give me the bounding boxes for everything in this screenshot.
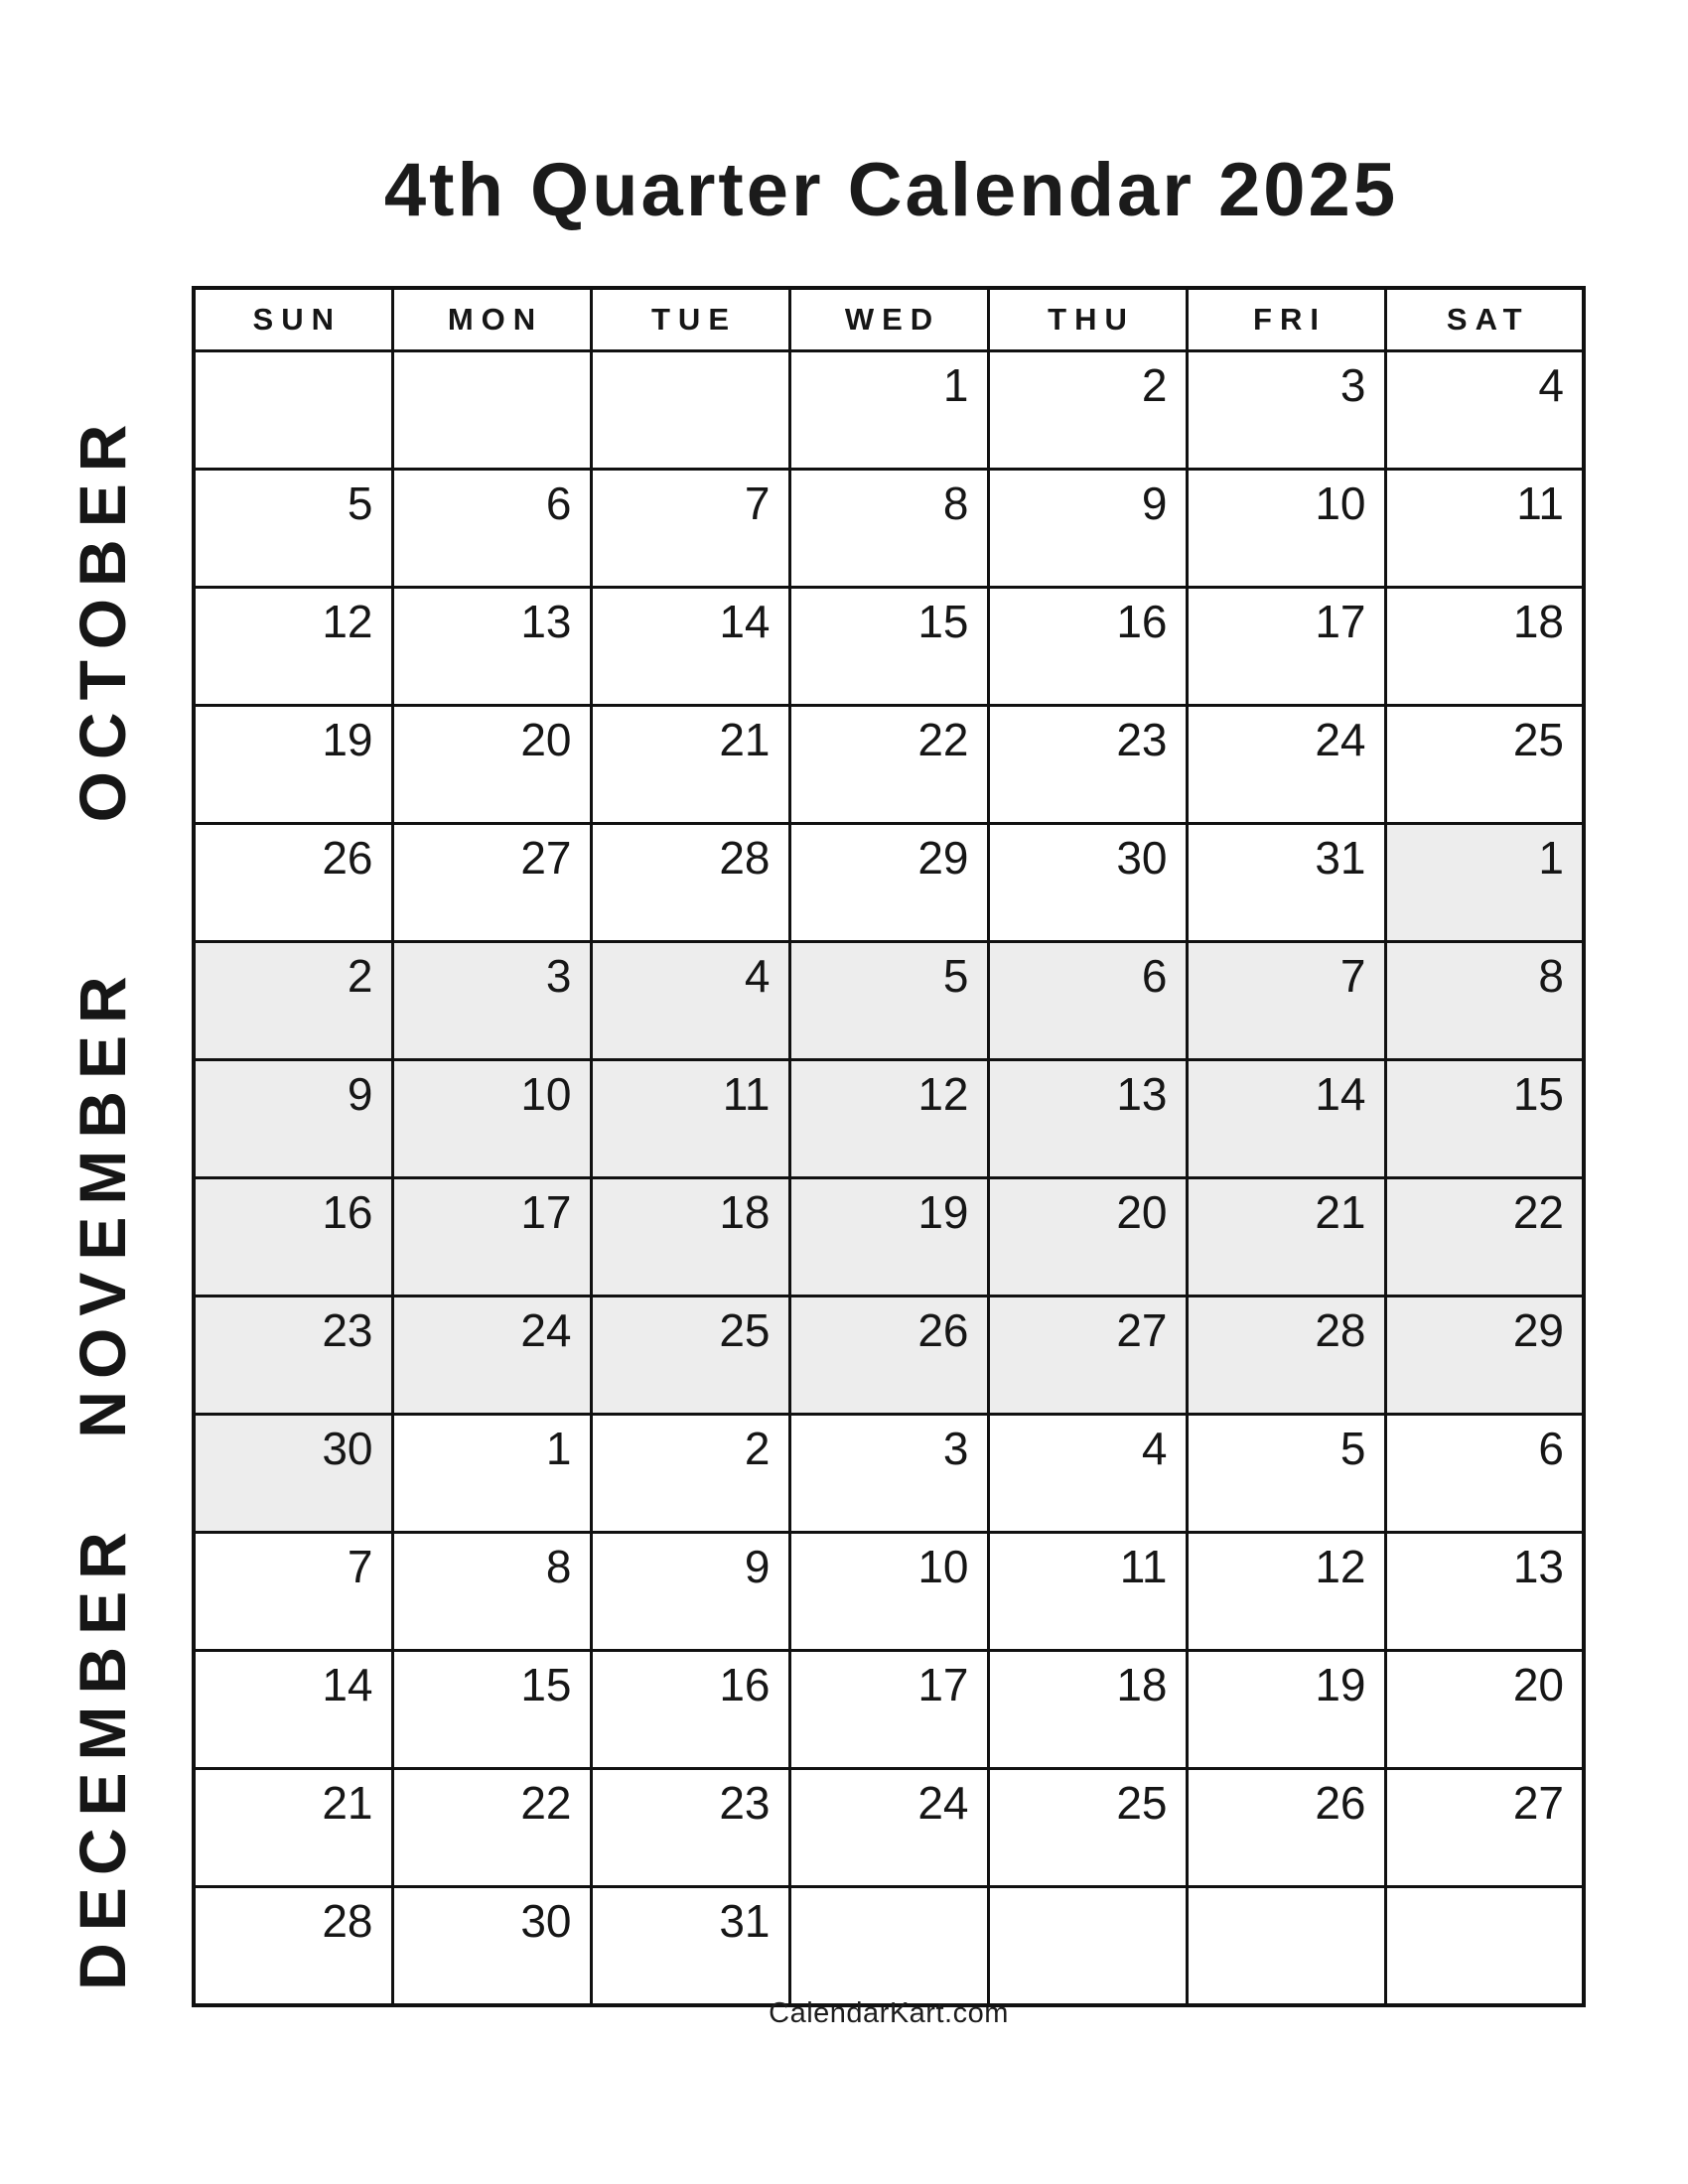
day-cell: 30 [392, 1887, 591, 2006]
day-cell: 3 [1187, 351, 1385, 470]
day-cell: 15 [1385, 1060, 1584, 1178]
day-cell: 3 [789, 1415, 988, 1533]
day-cell: 17 [1187, 588, 1385, 706]
day-cell: 9 [988, 470, 1187, 588]
weekday-header: SUN [194, 288, 392, 351]
weekday-header: THU [988, 288, 1187, 351]
weekday-header-row [194, 288, 1584, 351]
day-cell: 28 [194, 1887, 392, 2006]
calendar-week-row [194, 588, 1584, 706]
day-cell: 26 [789, 1297, 988, 1415]
day-cell: 23 [591, 1769, 789, 1887]
calendar-week-row [194, 470, 1584, 588]
day-cell: 10 [392, 1060, 591, 1178]
empty-day-cell [392, 351, 591, 470]
day-cell: 20 [988, 1178, 1187, 1297]
day-cell: 18 [591, 1178, 789, 1297]
calendar-body [194, 351, 1584, 2006]
day-cell: 14 [194, 1651, 392, 1769]
day-cell: 6 [392, 470, 591, 588]
day-cell: 23 [194, 1297, 392, 1415]
page-title: 4th Quarter Calendar 2025 [383, 148, 1399, 232]
day-cell: 12 [789, 1060, 988, 1178]
empty-day-cell [194, 351, 392, 470]
day-cell: 24 [789, 1769, 988, 1887]
empty-day-cell [1385, 1887, 1584, 2006]
day-cell: 8 [1385, 942, 1584, 1060]
day-cell: 11 [1385, 470, 1584, 588]
day-cell: 8 [789, 470, 988, 588]
weekday-header: FRI [1187, 288, 1385, 351]
day-cell: 28 [1187, 1297, 1385, 1415]
day-cell: 31 [1187, 824, 1385, 942]
day-cell: 5 [194, 470, 392, 588]
day-cell: 26 [194, 824, 392, 942]
day-cell: 12 [194, 588, 392, 706]
day-cell: 23 [988, 706, 1187, 824]
day-cell: 24 [392, 1297, 591, 1415]
day-cell: 30 [194, 1415, 392, 1533]
day-cell: 2 [194, 942, 392, 1060]
day-cell: 1 [1385, 824, 1584, 942]
day-cell: 13 [392, 588, 591, 706]
calendar-week-row [194, 1651, 1584, 1769]
day-cell: 16 [988, 588, 1187, 706]
day-cell: 1 [392, 1415, 591, 1533]
day-cell: 6 [1385, 1415, 1584, 1533]
month-label-november: NOVEMBER [66, 964, 139, 1438]
day-cell: 18 [988, 1651, 1187, 1769]
day-cell: 7 [1187, 942, 1385, 1060]
day-cell: 20 [392, 706, 591, 824]
day-cell: 15 [789, 588, 988, 706]
day-cell: 16 [591, 1651, 789, 1769]
day-cell: 27 [392, 824, 591, 942]
day-cell: 11 [591, 1060, 789, 1178]
day-cell: 16 [194, 1178, 392, 1297]
day-cell: 5 [1187, 1415, 1385, 1533]
day-cell: 11 [988, 1533, 1187, 1651]
weekday-header: SAT [1385, 288, 1584, 351]
day-cell: 25 [591, 1297, 789, 1415]
day-cell: 25 [1385, 706, 1584, 824]
day-cell: 4 [988, 1415, 1187, 1533]
day-cell: 8 [392, 1533, 591, 1651]
day-cell: 21 [591, 706, 789, 824]
day-cell: 31 [591, 1887, 789, 2006]
day-cell: 30 [988, 824, 1187, 942]
calendar-week-row [194, 1887, 1584, 2006]
day-cell: 12 [1187, 1533, 1385, 1651]
calendar-week-row [194, 1415, 1584, 1533]
day-cell: 5 [789, 942, 988, 1060]
day-cell: 22 [789, 706, 988, 824]
day-cell: 19 [1187, 1651, 1385, 1769]
day-cell: 7 [591, 470, 789, 588]
calendar-week-row [194, 351, 1584, 470]
calendar-week-row [194, 824, 1584, 942]
empty-day-cell [591, 351, 789, 470]
day-cell: 18 [1385, 588, 1584, 706]
weekday-header: WED [789, 288, 988, 351]
day-cell: 22 [392, 1769, 591, 1887]
day-cell: 27 [988, 1297, 1187, 1415]
day-cell: 19 [789, 1178, 988, 1297]
day-cell: 27 [1385, 1769, 1584, 1887]
calendar-week-row [194, 1060, 1584, 1178]
day-cell: 7 [194, 1533, 392, 1651]
day-cell: 29 [1385, 1297, 1584, 1415]
empty-day-cell [988, 1887, 1187, 2006]
day-cell: 2 [591, 1415, 789, 1533]
day-cell: 24 [1187, 706, 1385, 824]
day-cell: 17 [789, 1651, 988, 1769]
day-cell: 21 [194, 1769, 392, 1887]
calendar-week-row [194, 1769, 1584, 1887]
empty-day-cell [789, 1887, 988, 2006]
day-cell: 29 [789, 824, 988, 942]
calendar-week-row [194, 1297, 1584, 1415]
calendar-week-row [194, 1533, 1584, 1651]
day-cell: 19 [194, 706, 392, 824]
footer-branding: CalendarKart.com [769, 1997, 1009, 2029]
day-cell: 6 [988, 942, 1187, 1060]
calendar-week-row [194, 1178, 1584, 1297]
day-cell: 2 [988, 351, 1187, 470]
day-cell: 9 [194, 1060, 392, 1178]
day-cell: 13 [988, 1060, 1187, 1178]
day-cell: 13 [1385, 1533, 1584, 1651]
day-cell: 25 [988, 1769, 1187, 1887]
calendar-week-row [194, 942, 1584, 1060]
weekday-header-row-tr [194, 288, 1584, 351]
day-cell: 4 [1385, 351, 1584, 470]
day-cell: 21 [1187, 1178, 1385, 1297]
day-cell: 10 [1187, 470, 1385, 588]
month-label-october: OCTOBER [66, 412, 139, 823]
day-cell: 3 [392, 942, 591, 1060]
month-label-december: DECEMBER [66, 1520, 139, 1990]
day-cell: 14 [591, 588, 789, 706]
weekday-header: MON [392, 288, 591, 351]
day-cell: 17 [392, 1178, 591, 1297]
weekday-header: TUE [591, 288, 789, 351]
calendar-week-row [194, 706, 1584, 824]
day-cell: 28 [591, 824, 789, 942]
day-cell: 1 [789, 351, 988, 470]
day-cell: 26 [1187, 1769, 1385, 1887]
day-cell: 4 [591, 942, 789, 1060]
day-cell: 20 [1385, 1651, 1584, 1769]
day-cell: 9 [591, 1533, 789, 1651]
empty-day-cell [1187, 1887, 1385, 2006]
day-cell: 14 [1187, 1060, 1385, 1178]
day-cell: 22 [1385, 1178, 1584, 1297]
day-cell: 15 [392, 1651, 591, 1769]
calendar-table [192, 286, 1586, 2007]
day-cell: 10 [789, 1533, 988, 1651]
